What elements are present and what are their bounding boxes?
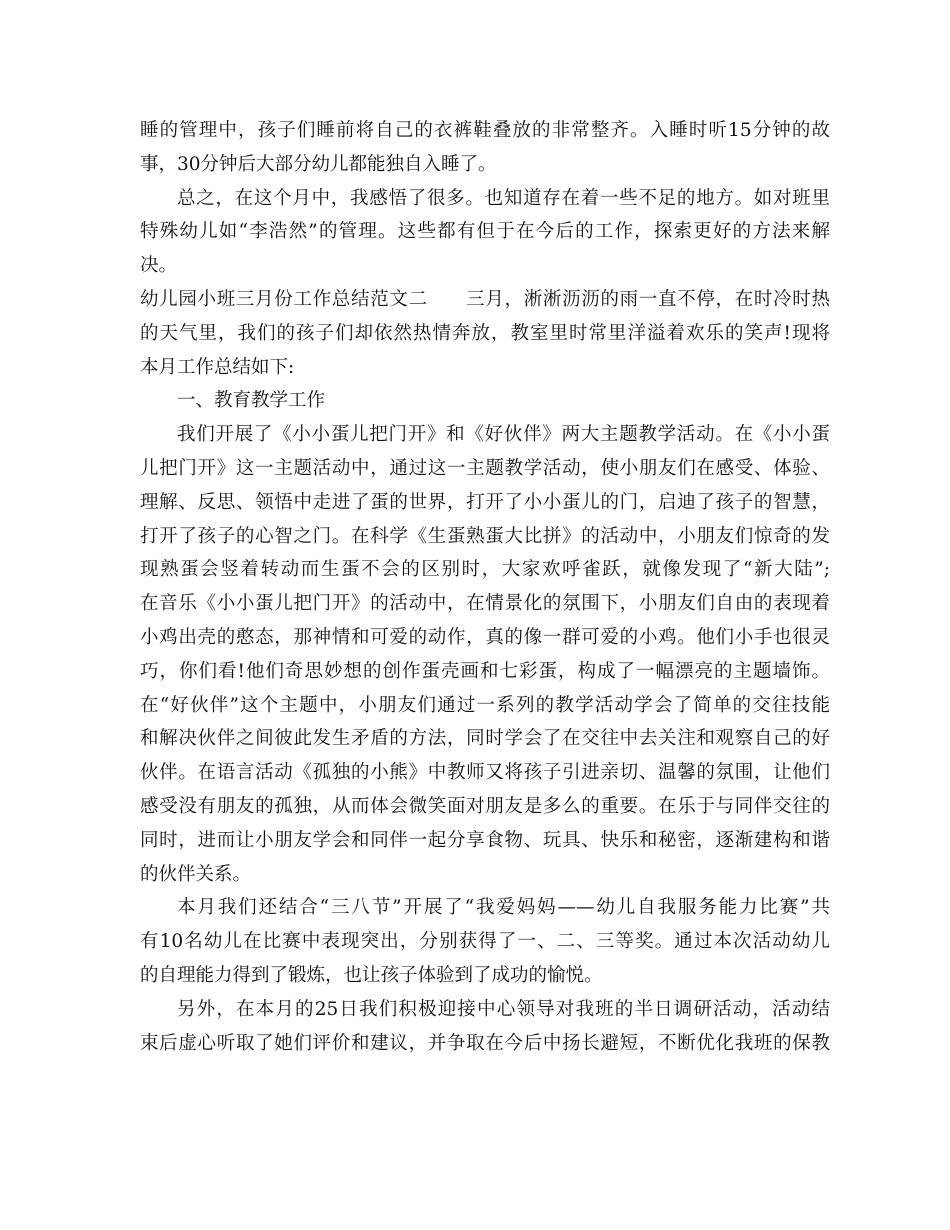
- text-line: 幼儿园小班三月份工作总结范文二 三月，淅淅沥沥的雨一直不停，在时冷时热: [140, 288, 830, 310]
- text-line: 伙伴。在语言活动《孤独的小熊》中教师又将孩子引进亲切、温馨的氛围，让他们: [140, 762, 830, 784]
- text-line: 有10名幼儿在比赛中表现突出，分别获得了一、二、三等奖。通过本次活动幼儿: [140, 931, 830, 953]
- text-line: 睡的管理中，孩子们睡前将自己的衣裤鞋叠放的非常整齐。入睡时听15分钟的故: [140, 120, 830, 141]
- text-line: 特殊幼儿如“李浩然”的管理。这些都有但于在今后的工作，探索更好的方法来解: [140, 221, 830, 243]
- text-line: 巧，你们看!他们奇思妙想的创作蛋壳画和七彩蛋，构成了一幅漂亮的主题墙饰。: [140, 660, 831, 682]
- text-line: 本月工作总结如下:: [140, 356, 295, 378]
- text-line: 的天气里，我们的孩子们却依然热情奔放，教室里时常里洋溢着欢乐的笑声!现将: [140, 322, 830, 344]
- document-body: [140, 114, 830, 1060]
- text-line: 在音乐《小小蛋儿把门开》的活动中，在情景化的氛围下，小朋友们自由的表现着: [140, 593, 830, 615]
- text-line: 另外，在本月的25日我们积极迎接中心领导对我班的半日调研活动，活动结: [177, 998, 830, 1020]
- text-line: 和解决伙伴之间彼此发生矛盾的方法，同时学会了在交往中去关注和观察自己的好: [140, 728, 830, 750]
- text-line: 小鸡出壳的憨态，那神情和可爱的动作，真的像一群可爱的小鸡。他们小手也很灵: [140, 626, 830, 648]
- section-heading: 一、教育教学工作: [177, 390, 326, 412]
- text-line: 本月我们还结合“三八节”开展了“我爱妈妈——幼儿自我服务能力比赛”共: [177, 897, 830, 919]
- text-line: 感受没有朋友的孤独，从而体会微笑面对朋友是多么的重要。在乐于与同伴交往的: [140, 795, 830, 817]
- text-line: 同时，进而让小朋友学会和同伴一起分享食物、玩具、快乐和秘密，逐渐建构和谐: [140, 829, 830, 851]
- text-line: 的自理能力得到了锻炼，也让孩子体验到了成功的愉悦。: [140, 964, 603, 986]
- text-line: 我们开展了《小小蛋儿把门开》和《好伙伴》两大主题教学活动。在《小小蛋: [177, 424, 830, 446]
- text-line: 现熟蛋会竖着转动而生蛋不会的区别时，大家欢呼雀跃，就像发现了“新大陆”;: [140, 559, 830, 581]
- text-line: 束后虚心听取了她们评价和建议，并争取在今后中扬长避短，不断优化我班的保教: [140, 1032, 830, 1054]
- text-line: 在“好伙伴”这个主题中，小朋友们通过一系列的教学活动学会了简单的交往技能: [140, 694, 830, 716]
- text-line: 总之，在这个月中，我感悟了很多。也知道存在着一些不足的地方。如对班里: [177, 187, 830, 209]
- text-line: 的伙伴关系。: [140, 863, 252, 885]
- text-line: 理解、反思、领悟中走进了蛋的世界，打开了小小蛋儿的门，启迪了孩子的智慧，: [140, 491, 830, 513]
- text-line: 事，30分钟后大部分幼儿都能独自入睡了。: [140, 153, 497, 175]
- text-line: 打开了孩子的心智之门。在科学《生蛋熟蛋大比拼》的活动中，小朋友们惊奇的发: [140, 525, 830, 547]
- text-line: 儿把门开》这一主题活动中，通过这一主题教学活动，使小朋友们在感受、体验、: [140, 457, 830, 479]
- text-line: 决。: [140, 255, 178, 277]
